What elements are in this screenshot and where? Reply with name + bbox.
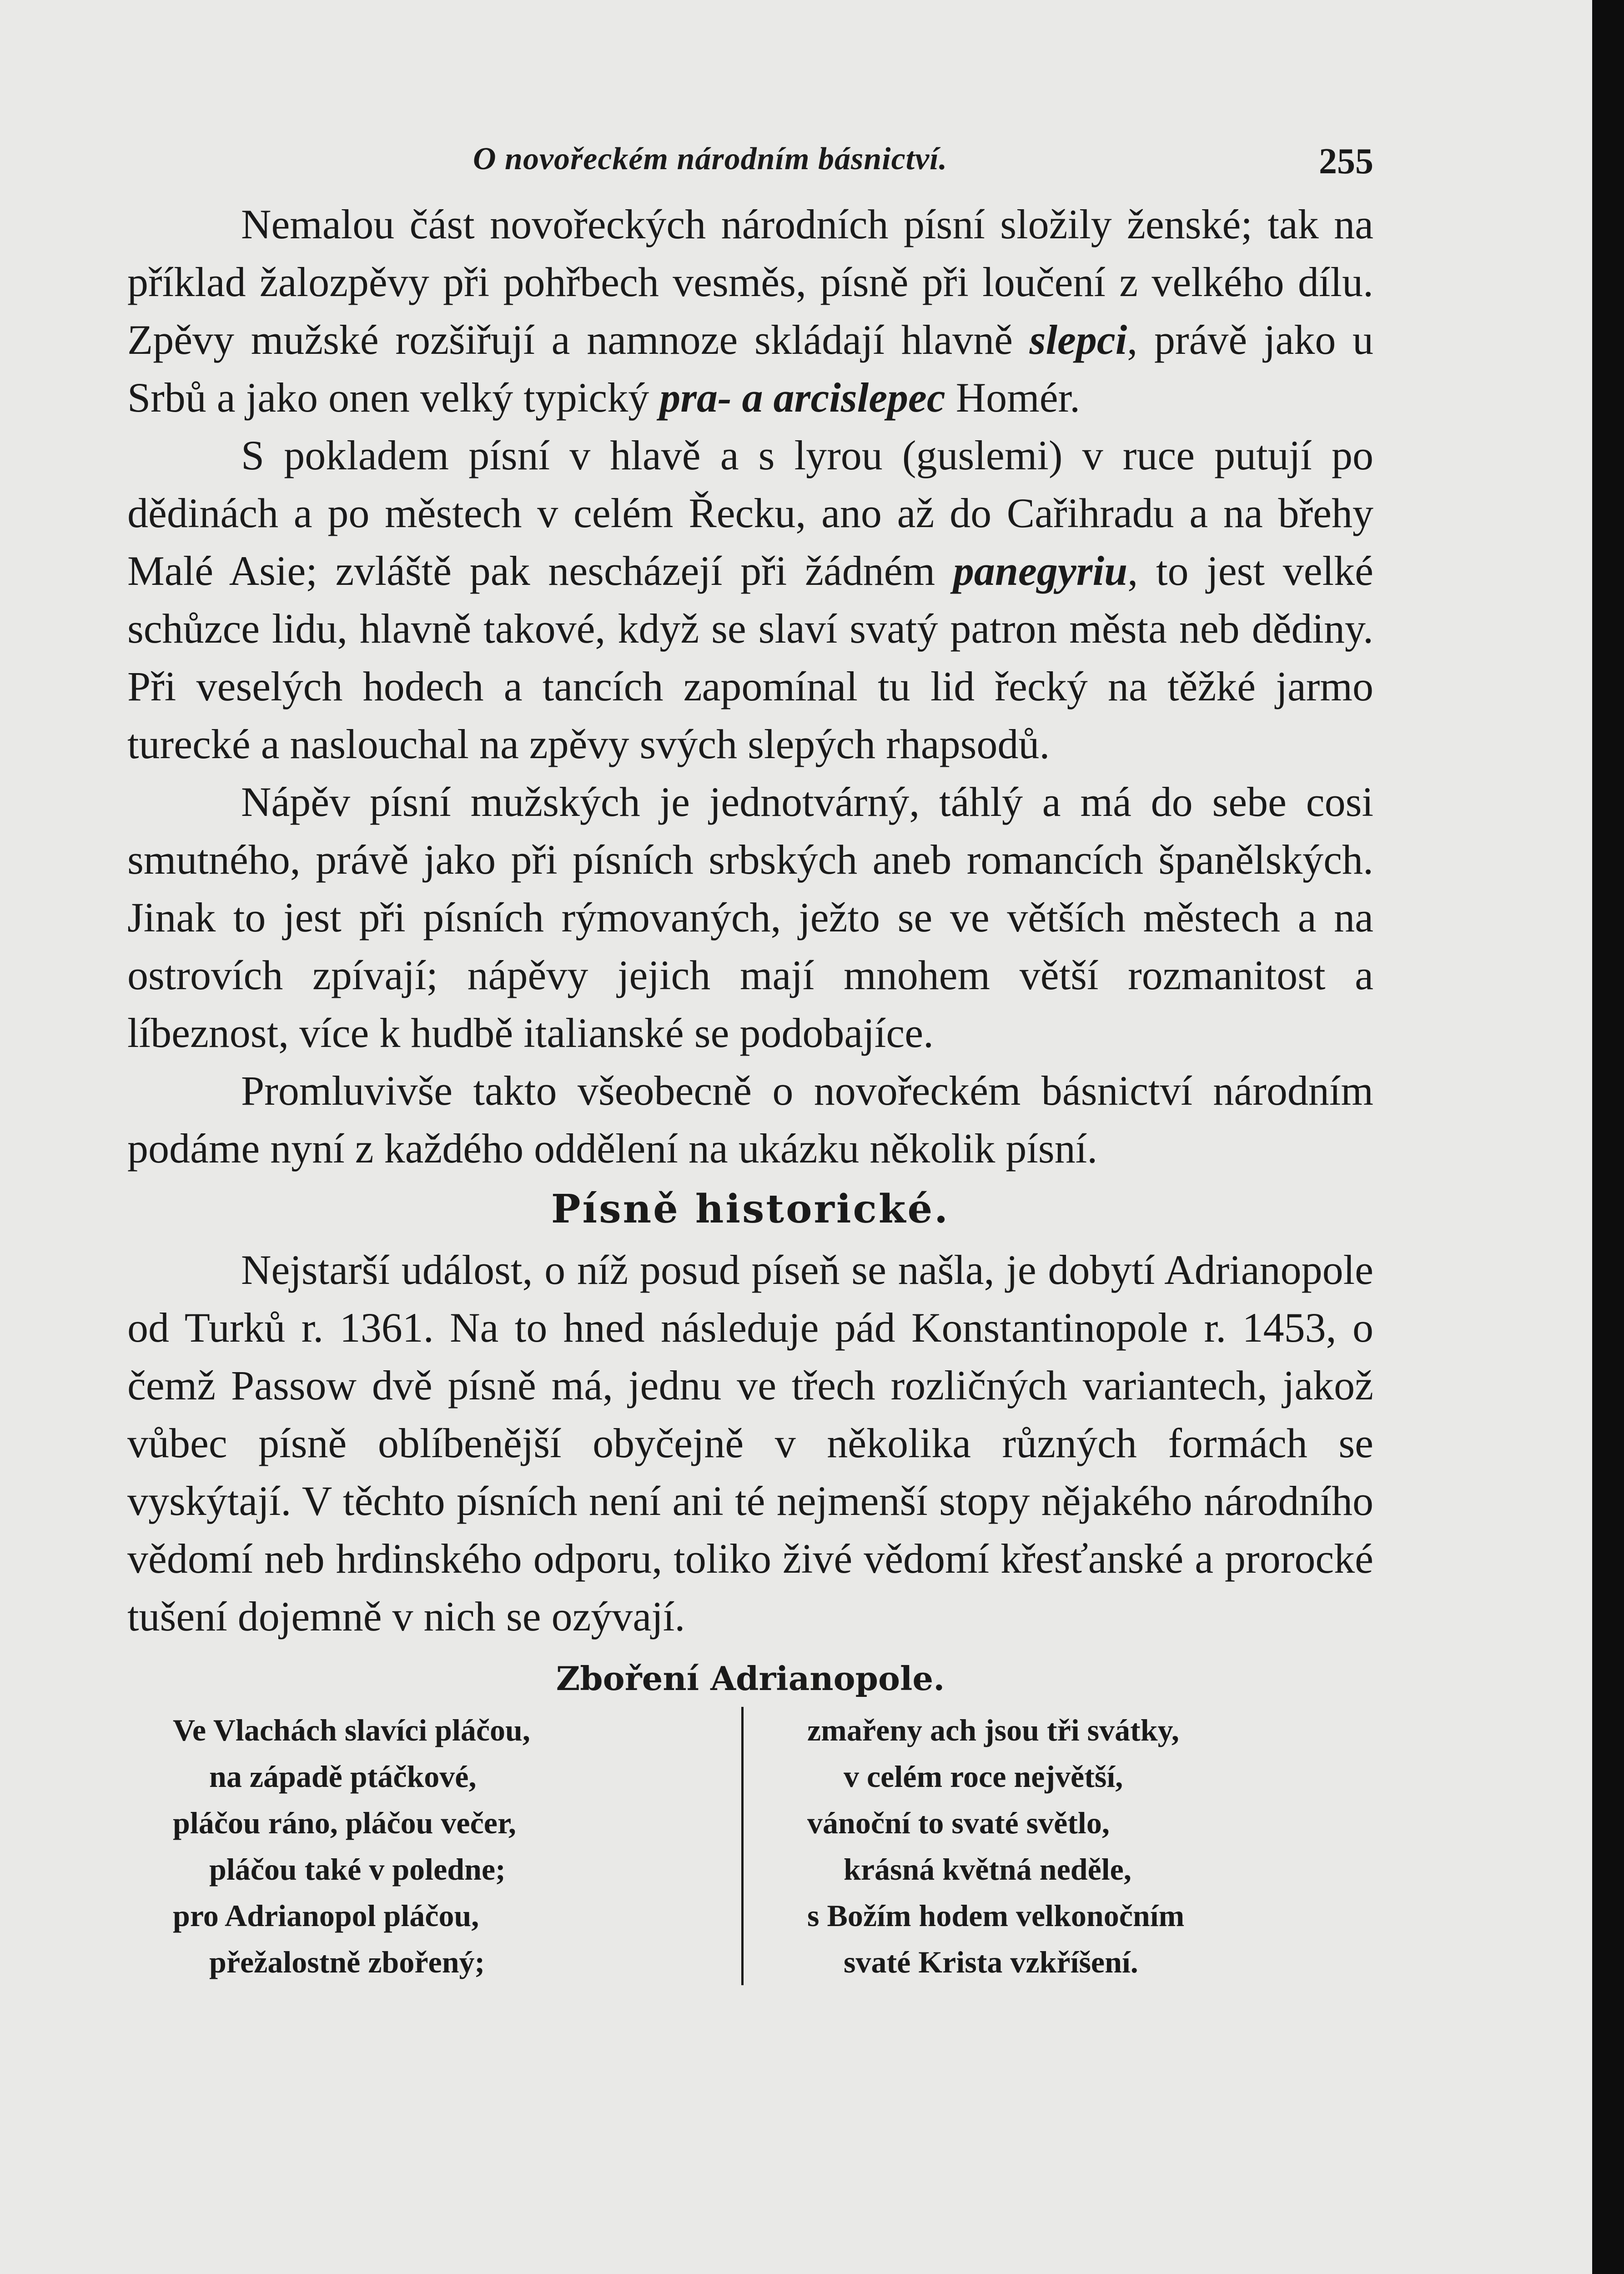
poem-line: přežalostně zbořený;	[209, 1945, 485, 1979]
poem-column-right	[741, 1707, 1364, 1985]
paragraph: Nejstarší událost, o níž posud píseň se našla, je dobytí Adrianopole od Turků r. 1361. Na to hned následuje pád Konstantinopole r. 1453, o čemž Passow dvě písně má, jednu ve třech rozličných variantech, jakož vůbec písně oblíbenější obyčejně v několika různých formách se vyskýtají. V těchto písních není ani té nejmenší stopy nějakého národního vědomí neb hrdinského odporu, toliko živé vědomí křesťanské a prorocké tušení dojemně v nich se ozývají.	[127, 1247, 1373, 1640]
poem-line: krásná květná neděle,	[844, 1852, 1131, 1887]
poem-line: pro Adrianopol pláčou,	[173, 1898, 479, 1933]
paragraph: Nemalou část novořeckých národních písní složily ženské; tak na příklad žalozpěvy při pohřbech vesměs, písně při loučení z velkého dílu. Zpěvy mužské rozšiřují a namnoze skládají hlavně slepci, právě jako u Srbů a jako onen velký typický pra- a arcislepec Homér.	[127, 201, 1373, 421]
poem-line: Ve Vlachách slavíci pláčou,	[173, 1713, 530, 1747]
poem-line: vánoční to svaté světlo,	[807, 1806, 1110, 1840]
poem-line: na západě ptáčkové,	[209, 1759, 477, 1794]
poem-column-left	[127, 1707, 750, 1985]
poem-line: pláčou také v poledne;	[209, 1852, 506, 1887]
paragraph: Promluvivše takto všeobecně o novořeckém básnictví národním podáme nyní z každého oddělení na ukázku několik písní.	[127, 1067, 1373, 1172]
section-heading: Písně historické.	[551, 1186, 950, 1232]
book-page	[127, 141, 1373, 1985]
running-title: O novořeckém národním básnictví.	[473, 141, 948, 176]
page-number: 255	[1319, 141, 1373, 181]
paragraph: Nápěv písní mužských je jednotvárný, táhlý a má do sebe cosi smutného, právě jako při písních srbských aneb romancích španělských. Jinak to jest při písních rýmovaných, ježto se ve větších městech a na ostrovích zpívají; nápěvy jejich mají mnohem větší rozmanitost a líbeznost, více k hudbě italianské se podobajíce.	[127, 779, 1373, 1056]
emphasis: slepci	[1029, 317, 1127, 363]
paragraph: S pokladem písní v hlavě a s lyrou (guslemi) v ruce putují po dědinách a po městech v celém Řecku, ano až do Cařihradu a na břehy Malé Asie; zvláště pak nescházejí při žádném panegyriu, to jest velké schůzce lidu, hlavně takové, když se slaví svatý patron města neb dědiny. Při veselých hodech a tancích zapomínal tu lid řecký na těžké jarmo turecké a naslouchal na zpěvy svých slepých rhapsodů.	[127, 432, 1374, 767]
page-edge-shadow	[1592, 0, 1624, 2274]
poem-line: v celém roce největší,	[844, 1759, 1123, 1794]
poem-line: s Božím hodem velkonočním	[807, 1898, 1185, 1933]
poem-line: zmařeny ach jsou tři svátky,	[807, 1713, 1179, 1747]
poem-title: Zboření Adrianopole.	[556, 1659, 945, 1698]
emphasis: pra- a arcislepec	[659, 374, 945, 421]
poem	[127, 1707, 1373, 1985]
poem-line: svaté Krista vzkříšení.	[844, 1945, 1138, 1979]
page-header	[127, 141, 1373, 196]
poem-line: pláčou ráno, pláčou večer,	[173, 1806, 516, 1840]
emphasis: panegyriu	[953, 548, 1128, 594]
